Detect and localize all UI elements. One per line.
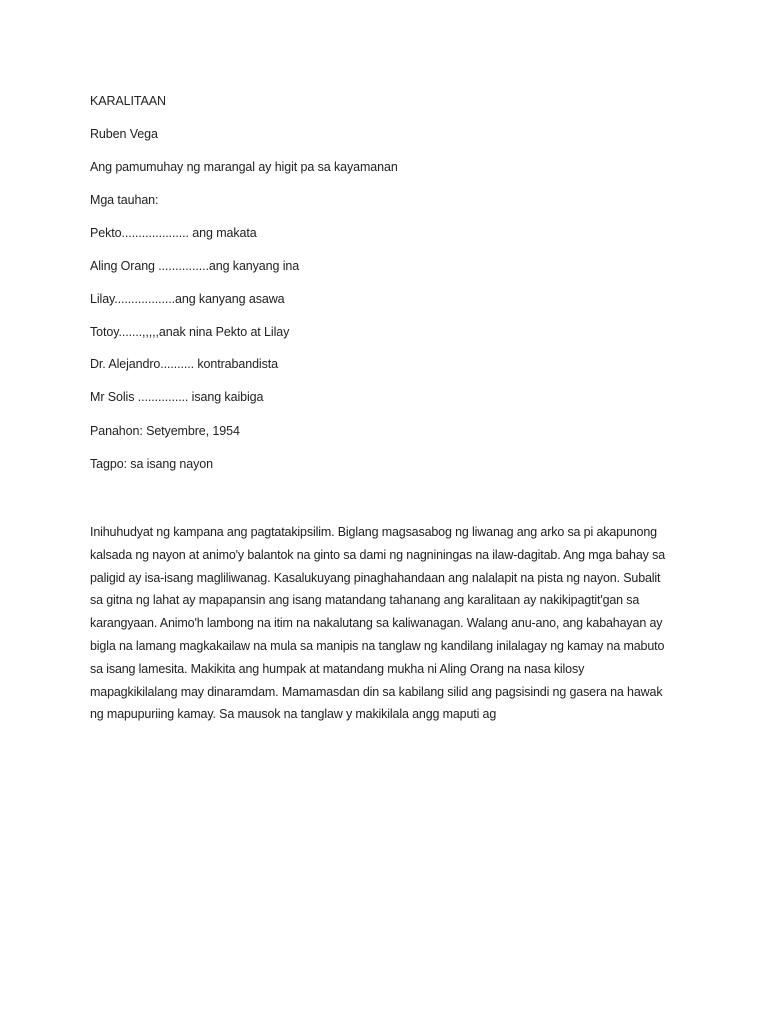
place-setting: Tagpo: sa isang nayon (90, 457, 213, 471)
document-title: KARALITAAN (90, 94, 166, 108)
paragraph-line: ng mapupuriing kamay. Sa mausok na tanglaw y makikilala angg maputi ag (90, 707, 497, 722)
paragraph-line: sa gitna ng lahat ay mapapansin ang isang matandang tahanang ang karalitaan ay nakikipagtit'gan sa (90, 593, 640, 608)
paragraph-line: mapagkikilalang may dinaramdam. Mamamasdan din sa kabilang silid ang pagsisindi ng gasera na hawak (90, 684, 663, 699)
character-line: Lilay..................ang kanyang asawa (90, 292, 285, 306)
document-theme: Ang pamumuhay ng marangal ay higit pa sa kayamanan (90, 160, 398, 174)
opening-paragraph (90, 521, 690, 726)
paragraph-line: sa isang lamesita. Makikita ang humpak at matandang mukha ni Aling Orang na nasa kilosy (90, 661, 585, 676)
paragraph-line: karangyaan. Animo'h lambong na itim na nakalutang sa kaliwanagan. Walang anu-ano, ang kabahayan ay (90, 616, 663, 631)
character-line: Mr Solis ............... isang kaibiga (90, 390, 264, 404)
character-line: Totoy.......,,,,,anak nina Pekto at Lilay (90, 325, 290, 339)
characters-heading: Mga tauhan: (90, 193, 159, 207)
paragraph-line: paligid ay isa-isang magliliwanag. Kasalukuyang pinaghahandaan ang nalalapit na pista ng nayon. Subalit (90, 570, 661, 585)
character-line: Aling Orang ...............ang kanyang ina (90, 259, 300, 273)
paragraph-line: kalsada ng nayon at animo'y balantok na ginto sa dami ng nagniningas na ilaw-dagitab. Ang mga bahay sa (90, 547, 665, 562)
paragraph-line: Inihuhudyat ng kampana ang pagtatakipsilim. Biglang magsasabog ng liwanag ang arko sa pi akapunong (90, 525, 657, 539)
time-setting: Panahon: Setyembre, 1954 (90, 424, 240, 438)
character-line: Dr. Alejandro.......... kontrabandista (90, 357, 278, 371)
document-author: Ruben Vega (90, 127, 158, 141)
paragraph-line: bigla na lamang magkakailaw na mula sa manipis na tanglaw ng kandilang inilalagay ng kamay na mabuto (90, 638, 665, 653)
character-line: Pekto.................... ang makata (90, 226, 257, 240)
